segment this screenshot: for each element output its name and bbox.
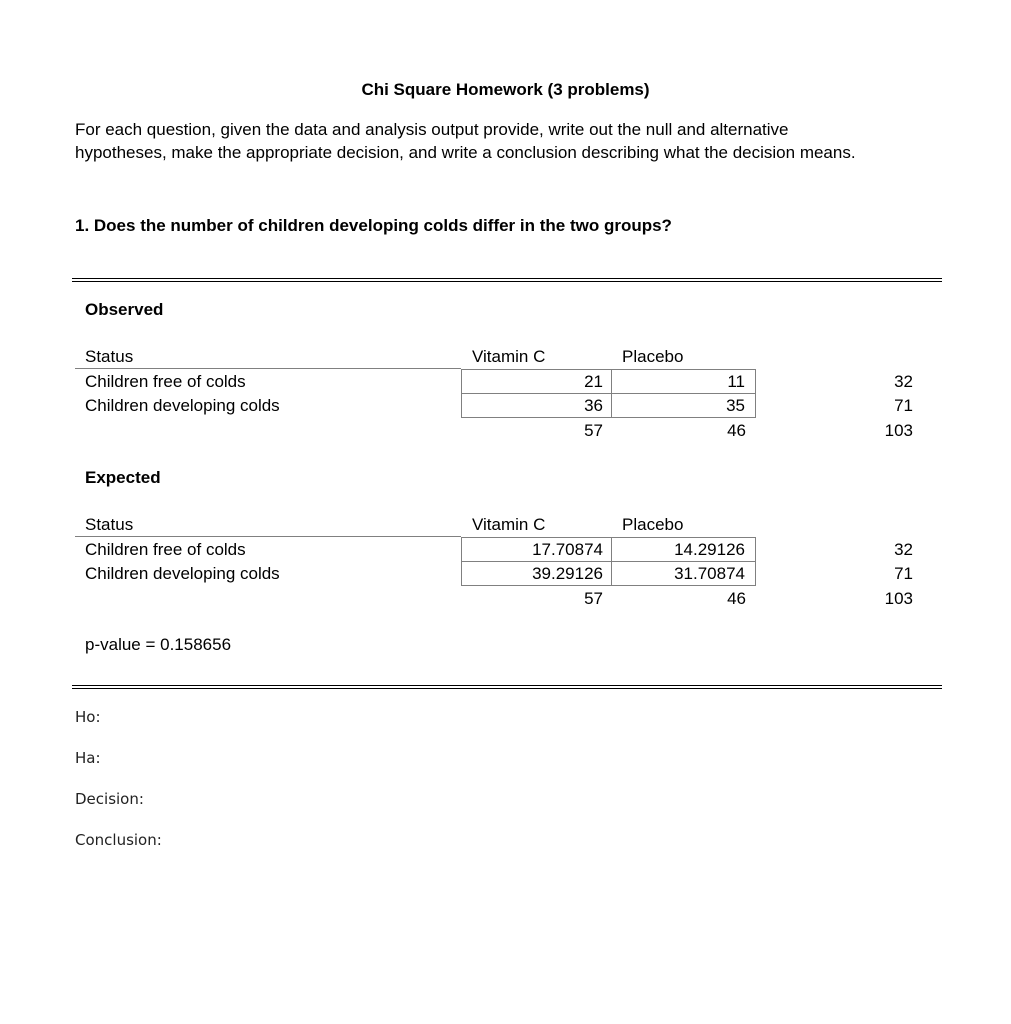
- observed-label: Observed: [85, 300, 164, 319]
- observed-header-vitamin-c: Vitamin C: [472, 347, 546, 366]
- expected-header-placebo: Placebo: [622, 515, 684, 534]
- expected-header-status: Status: [85, 515, 134, 534]
- conclusion-prompt: Conclusion:: [75, 831, 162, 849]
- expected-col-total-placebo: 46: [727, 589, 746, 608]
- observed-row-label: Children developing colds: [85, 396, 280, 415]
- expected-cell: 14.29126: [611, 537, 756, 562]
- expected-header-vitamin-c: Vitamin C: [472, 515, 546, 534]
- expected-col-total-vitamin-c: 57: [584, 589, 603, 608]
- expected-cell: 39.29126: [461, 561, 612, 586]
- question-1: 1. Does the number of children developing colds differ in the two groups?: [75, 216, 672, 235]
- observed-col-total-placebo: 46: [727, 421, 746, 440]
- decision-prompt: Decision:: [75, 790, 144, 808]
- top-divider: [72, 278, 942, 282]
- observed-row-label: Children free of colds: [85, 372, 246, 391]
- expected-grand-total: 103: [884, 589, 913, 608]
- expected-cell: 17.70874: [461, 537, 612, 562]
- observed-row-total: 71: [894, 396, 913, 415]
- expected-row-label: Children free of colds: [85, 540, 246, 559]
- observed-header-status: Status: [85, 347, 134, 366]
- observed-cell: 11: [611, 369, 756, 394]
- ha-prompt: Ha:: [75, 749, 101, 767]
- expected-row-label: Children developing colds: [85, 564, 280, 583]
- document-title: Chi Square Homework (3 problems): [361, 80, 650, 99]
- expected-row-total: 32: [894, 540, 913, 559]
- p-value: p-value = 0.158656: [85, 635, 232, 654]
- observed-grand-total: 103: [884, 421, 913, 440]
- observed-col-total-vitamin-c: 57: [584, 421, 603, 440]
- expected-header-rule: [75, 536, 461, 537]
- instructions-line-1: For each question, given the data and analysis output provide, write out the null and alternative: [75, 120, 789, 139]
- observed-row-total: 32: [894, 372, 913, 391]
- ho-prompt: Ho:: [75, 708, 101, 726]
- expected-label: Expected: [85, 468, 161, 487]
- observed-cell: 35: [611, 393, 756, 418]
- expected-row-total: 71: [894, 564, 913, 583]
- instructions-line-2: hypotheses, make the appropriate decision, and write a conclusion describing what the decision means.: [75, 143, 856, 162]
- observed-cell: 36: [461, 393, 612, 418]
- instructions: [75, 118, 856, 164]
- observed-header-placebo: Placebo: [622, 347, 684, 366]
- expected-cell: 31.70874: [611, 561, 756, 586]
- observed-header-rule: [75, 368, 461, 369]
- bottom-divider: [72, 685, 942, 689]
- observed-cell: 21: [461, 369, 612, 394]
